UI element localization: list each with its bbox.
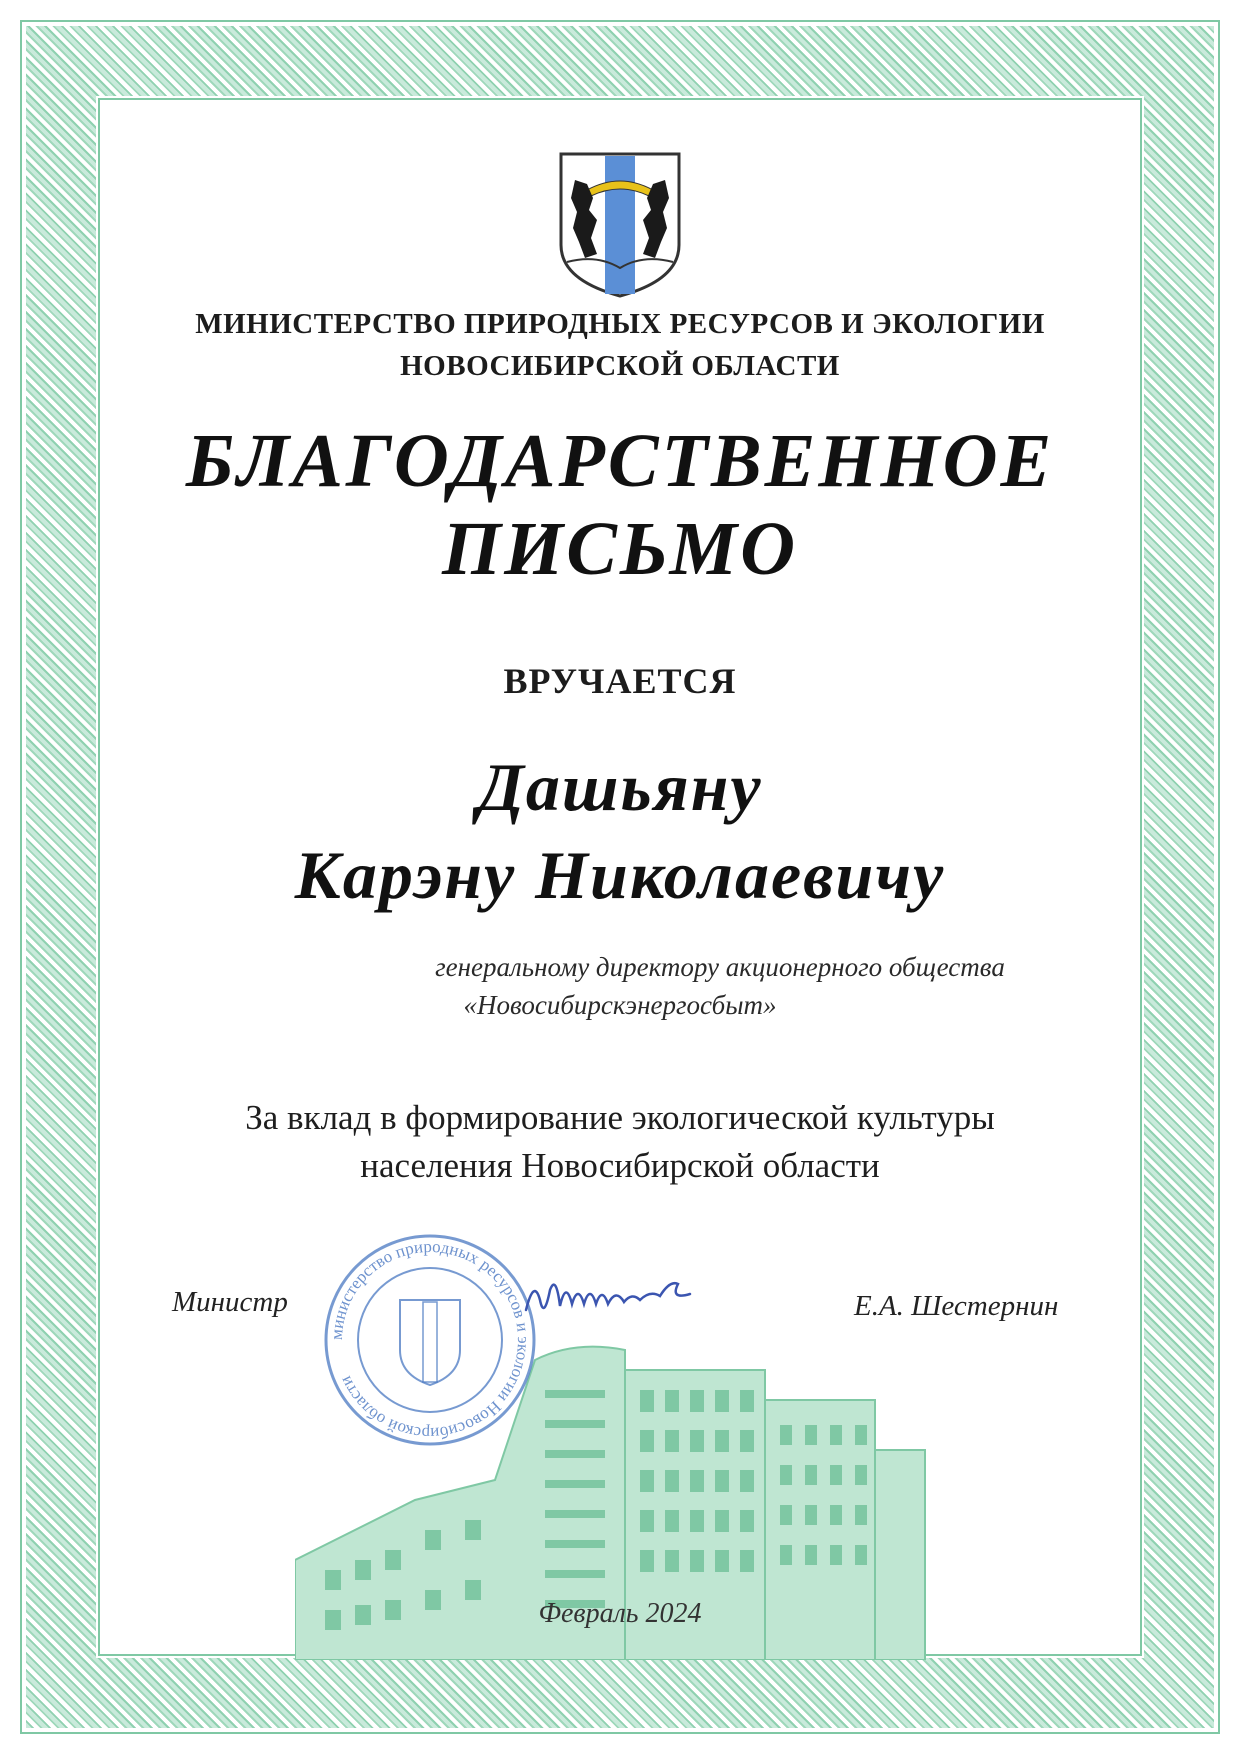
document-title-line1: БЛАГОДАРСТВЕННОЕ [185, 419, 1055, 503]
handwritten-signature [520, 1270, 700, 1330]
reason-line1: За вклад в формирование экологической культуры [245, 1098, 995, 1137]
signatory-role: Министр [172, 1286, 288, 1318]
recipient-position-line1: генеральному директору акционерного общества [435, 952, 1005, 982]
ministry-name-line1: МИНИСТЕРСТВО ПРИРОДНЫХ РЕСУРСОВ И ЭКОЛОГИИ [195, 308, 1045, 340]
awarded-label: ВРУЧАЕТСЯ [503, 661, 737, 701]
ministry-name-line2: НОВОСИБИРСКОЙ ОБЛАСТИ [400, 350, 840, 382]
reason-line2: населения Новосибирской области [360, 1146, 880, 1185]
document-title-line2: ПИСЬМО [441, 507, 799, 591]
recipient-position-line2: «Новосибирскэнергосбыт» [463, 990, 777, 1020]
coat-of-arms-icon [557, 150, 683, 300]
issue-date: Февраль 2024 [538, 1598, 702, 1629]
recipient-surname: Дашьяну [477, 749, 763, 825]
recipient-given-name: Карэну Николаевичу [294, 837, 946, 913]
stamp-text: министерство природных ресурсов и экологии Новосибирской области [326, 1236, 534, 1444]
signatory-name: Е.А. Шестернин [854, 1290, 1059, 1322]
official-stamp [320, 1230, 540, 1450]
